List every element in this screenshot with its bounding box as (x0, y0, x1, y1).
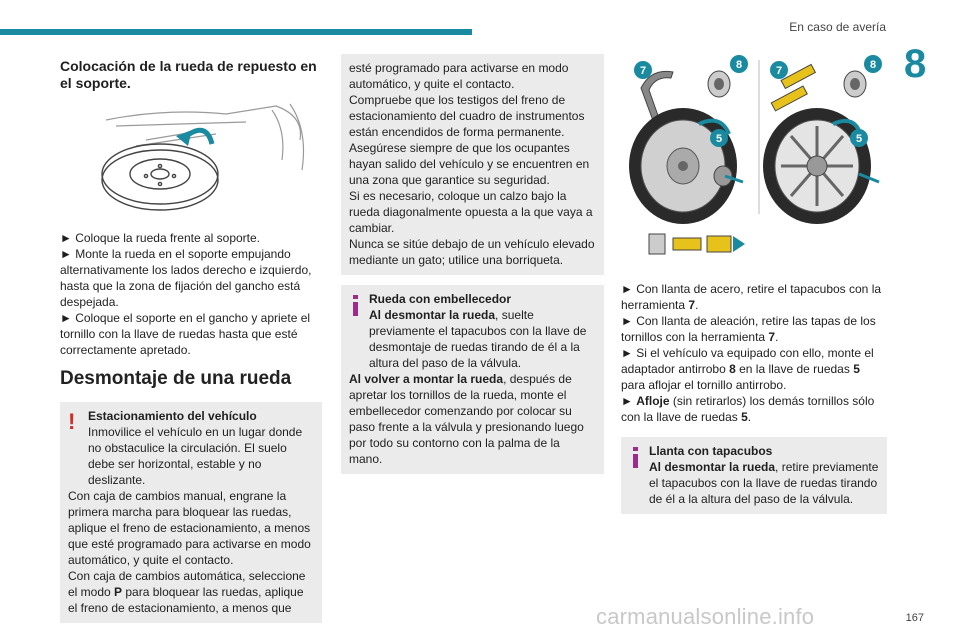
bullet-item: ► Con llanta de aleación, retire las tapas de los tornillos con la herramienta 7. (621, 314, 876, 344)
info-text: Al desmontar la rueda, retire previamente el tapacubos con la llave de ruedas tirando de él a la altura del paso de la válvula. (649, 460, 879, 506)
warning-title: Estacionamiento del vehículo (88, 409, 257, 423)
wheel-removal-illustration (621, 54, 887, 269)
bullet-item: ► Si el vehículo va equipado con ello, monte el adaptador antirrobo 8 en la llave de ruedas 5 para aflojar el tornillo antirrobo. (621, 346, 874, 392)
figure-label-8b (864, 55, 882, 73)
spare-wheel-heading: Colocación de la rueda de repuesto en el soporte. (60, 58, 317, 91)
info-text: Al volver a montar la rueda, después de apretar los tornillos de la rueda, monte el embellecedor comenzando por colocar su paso frente a la válvula y presionando luego por todo su contorno con la palma de la mano. (349, 372, 584, 466)
warning-box-continued (341, 54, 604, 275)
svg-text:5: 5 (715, 133, 723, 145)
info-box (621, 437, 887, 514)
warning-box (60, 402, 322, 623)
svg-text:8: 8 (735, 59, 743, 71)
warning-text: Asegúrese siempre de que los ocupantes hayan salido del vehículo y se encuentren en una zona que garantice su seguridad. (349, 141, 590, 187)
warning-text: Nunca se sitúe debajo de un vehículo elevado mediante un gato; utilice una borriqueta. (349, 237, 595, 267)
figure-label-7b (770, 61, 788, 79)
bullet-item: ► Coloque la rueda frente al soporte. (60, 231, 260, 245)
warning-text: Con caja de cambios automática, seleccione el modo P para bloquear las ruedas, aplique el freno de estacionamiento, a menos que (68, 569, 306, 615)
figure-label-5a (710, 129, 728, 147)
svg-text:7: 7 (775, 65, 783, 77)
warning-text: esté programado para activarse en modo automático, y quite el contacto. (349, 61, 569, 91)
figure-label-8a (730, 55, 748, 73)
watermark: carmanualsonline.info (596, 604, 815, 629)
chapter-number: 8 (904, 42, 927, 86)
info-box (341, 285, 604, 474)
figure-label-7a (634, 61, 652, 79)
svg-text:7: 7 (639, 65, 647, 77)
figure-label-5b (850, 129, 868, 147)
header-accent-bar (0, 29, 472, 35)
page-number: 167 (905, 612, 924, 624)
info-icon (349, 293, 361, 317)
bullet-item: ► Monte la rueda en el soporte empujando alternativamente los lados derecho e izquierdo, hasta que la zona de fijación del gancho está despejada. (60, 247, 312, 309)
column-3 (621, 54, 887, 524)
info-title: Rueda con embellecedor (369, 292, 512, 306)
bullet-list (621, 281, 887, 425)
warning-icon: ! (68, 409, 76, 434)
svg-text:8: 8 (869, 59, 877, 71)
column-1 (60, 58, 322, 633)
column-2 (341, 54, 604, 484)
info-text: Al desmontar la rueda, suelte previamente el tapacubos con la llave de desmontaje de ruedas tirando de él a la altura del paso de la válvula. (369, 308, 587, 370)
svg-text:5: 5 (855, 133, 863, 145)
bullet-item: ► Con llanta de acero, retire el tapacubos con la herramienta 7. (621, 282, 882, 312)
info-title: Llanta con tapacubos (649, 444, 773, 458)
bullet-item: ► Afloje (sin retirarlos) los demás tornillos sólo con la llave de ruedas 5. (621, 394, 875, 424)
section-title: En caso de avería (789, 20, 886, 34)
spare-wheel-illustration (76, 100, 306, 220)
section-heading: Desmontaje de una rueda (60, 368, 292, 389)
bullet-item: ► Coloque el soporte en el gancho y apriete el tornillo con la llave de ruedas hasta que esté correctamente apretado. (60, 311, 311, 357)
warning-text: Si es necesario, coloque un calzo bajo la rueda diagonalmente opuesta a la que vaya a cambiar. (349, 189, 593, 235)
bullet-list (60, 230, 322, 358)
warning-text: Inmovilice el vehículo en un lugar donde no obstaculice la circulación. El suelo debe ser horizontal, estable y no deslizante. (88, 425, 303, 487)
info-icon (629, 445, 641, 469)
warning-text: Compruebe que los testigos del freno de estacionamiento del cuadro de instrumentos están encendidos de forma permanente. (349, 93, 585, 139)
warning-text: Con caja de cambios manual, engrane la primera marcha para bloquear las ruedas, aplique el freno de estacionamiento, a menos que esté programado para activarse en modo automático, y quite el contacto. (68, 489, 311, 567)
